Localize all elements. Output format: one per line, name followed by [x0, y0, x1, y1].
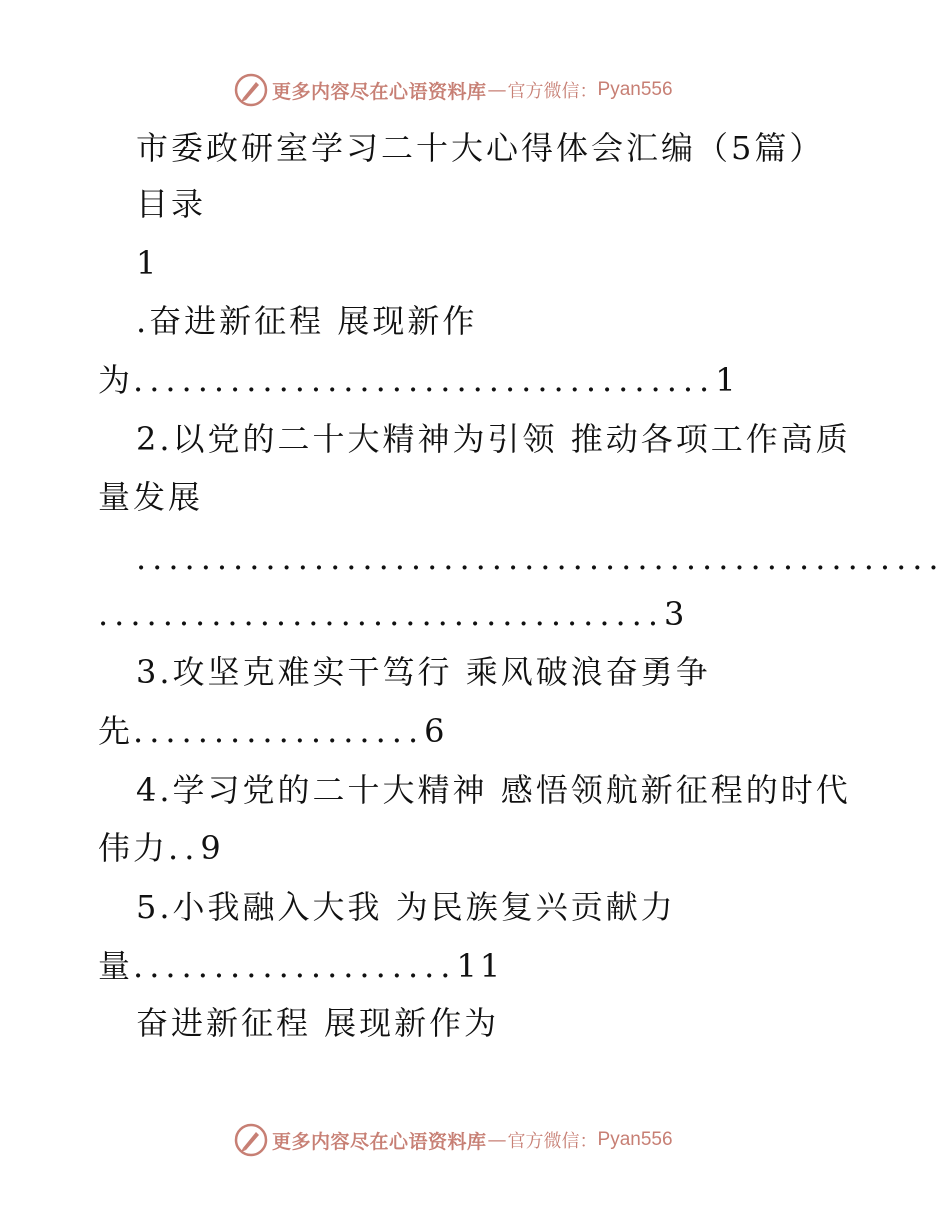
toc-entry-5-number: 5.: [136, 888, 173, 926]
toc-entry-2-title[interactable]: [136, 419, 851, 459]
toc-entry-1-page: 1: [715, 361, 739, 399]
watermark-account: Pyan556: [597, 79, 673, 100]
toc-heading: 目录: [136, 185, 207, 223]
toc-entry-5-title-end: 量: [98, 947, 134, 985]
watermark-main-text: 更多内容尽在心语资料库: [272, 80, 487, 103]
quill-pen-circle-icon: [234, 73, 268, 107]
watermark-sub-text: 官方微信：: [507, 1131, 598, 1152]
toc-entry-2-page: 3: [664, 595, 688, 633]
toc-entry-3-title-start: 攻坚克难实干笃行 乘风破浪奋勇争: [172, 653, 711, 691]
toc-entry-5-title[interactable]: [136, 887, 676, 927]
toc-entry-3-page: 6: [424, 712, 448, 750]
toc-entry-3-title-end: 先: [98, 712, 134, 750]
toc-entry-4-title[interactable]: [136, 770, 851, 810]
toc-entry-4-title-end: 伟力: [98, 829, 169, 867]
toc-entry-2-title-end[interactable]: 量发展: [98, 478, 204, 516]
quill-pen-circle-icon: [234, 1123, 268, 1157]
toc-entry-5-leader: ....................: [133, 947, 457, 985]
header-watermark: [234, 72, 673, 108]
section-title: 奋进新征程 展现新作为: [136, 1004, 500, 1042]
watermark-sub-text: 官方微信：: [507, 81, 598, 102]
watermark-dash: —: [487, 1129, 507, 1151]
toc-entry-5-continuation[interactable]: [98, 946, 503, 986]
toc-entry-3-leader: ..................: [133, 712, 425, 750]
document-title: 市委政研室学习二十大心得体会汇编（5篇）: [136, 129, 825, 167]
watermark-main-text: 更多内容尽在心语资料库: [272, 1130, 487, 1153]
toc-entry-4-number: 4.: [136, 771, 173, 809]
toc-entry-1-title[interactable]: .奋进新征程 展现新作: [136, 302, 478, 340]
footer-watermark: [234, 1122, 673, 1158]
toc-entry-2-number: 2.: [136, 420, 173, 458]
toc-entry-4-leader: ..: [168, 829, 201, 867]
toc-entry-2-leader-row: [98, 594, 687, 634]
toc-entry-3-title[interactable]: [136, 652, 711, 692]
toc-entry-3-continuation[interactable]: [98, 711, 447, 751]
watermark-dash: —: [487, 79, 507, 101]
toc-entry-4-continuation[interactable]: [98, 828, 224, 868]
toc-entry-5-page: 11: [456, 947, 504, 985]
toc-entry-5-title-start: 小我融入大我 为民族复兴贡献力: [172, 888, 676, 926]
toc-entry-3-number: 3.: [136, 653, 173, 691]
toc-entry-1-leader: ....................................: [133, 361, 716, 399]
toc-entry-2-title-start: 以党的二十大精神为引领 推动各项工作高质: [172, 420, 851, 458]
toc-entry-2-leader-line-1: ..................................................: [136, 539, 945, 577]
toc-entry-2-leader-line-2: ...................................: [98, 595, 665, 633]
toc-entry-4-page: 9: [200, 829, 224, 867]
toc-entry-1-title-end: 为: [98, 361, 134, 399]
toc-entry-1-continuation[interactable]: [98, 360, 739, 400]
watermark-account: Pyan556: [597, 1129, 673, 1150]
toc-entry-4-title-start: 学习党的二十大精神 感悟领航新征程的时代: [172, 771, 851, 809]
toc-entry-1-number: 1: [136, 244, 160, 282]
